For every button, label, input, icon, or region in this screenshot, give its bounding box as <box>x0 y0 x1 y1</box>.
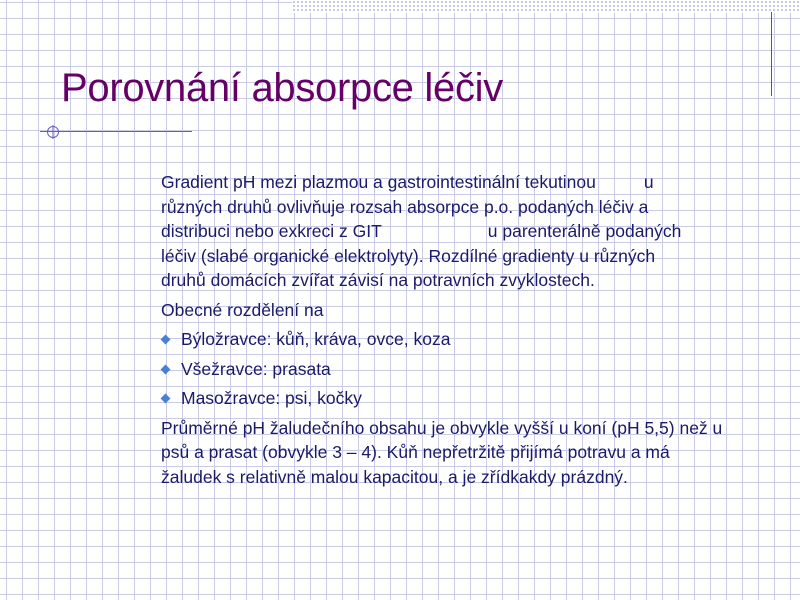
slide-body <box>161 170 761 494</box>
bullet-item-omnivores <box>161 357 761 382</box>
title-underline <box>40 131 192 132</box>
crosshair-ornament-icon <box>46 125 60 139</box>
bullet-item-carnivores <box>161 386 761 411</box>
text-segment: u parenterálně podaných <box>487 221 682 241</box>
diamond-bullet-icon <box>161 335 171 345</box>
paragraph-general-division: Obecné rozdělení na <box>161 299 324 320</box>
text-segment: distribuci nebo exkreci z GIT <box>161 221 382 241</box>
decorative-vertical-line <box>771 12 772 96</box>
text-line: léčiv (slabé organické elektrolyty). Rozdílné gradienty u různých <box>161 245 656 266</box>
diamond-bullet-icon <box>161 394 171 404</box>
diamond-bullet-icon <box>161 364 171 374</box>
paragraph-stomach-ph <box>161 416 761 490</box>
paragraph-ph-gradient <box>161 170 761 293</box>
text-line: Průměrné pH žaludečního obsahu je obvykle vyšší u koní (pH 5,5) než u <box>161 417 723 438</box>
bullet-text: Všežravce: prasata <box>181 358 331 379</box>
bullet-text: Masožravce: psi, kočky <box>181 388 362 408</box>
text-line: žaludek s relativně malou kapacitou, a je zřídkakdy prázdný. <box>161 466 628 487</box>
slide-title: Porovnání absorpce léčiv <box>61 66 503 110</box>
bullet-item-herbivores <box>161 327 761 352</box>
text-line: různých druhů ovlivňuje rozsah absorpce p.o. podaných léčiv a <box>161 196 649 217</box>
text-segment: Gradient pH mezi plazmou a gastrointestinální tekutinou <box>161 172 596 192</box>
text-line: psů a prasat (obvykle 3 – 4). Kůň nepřetržitě přijímá potravu a má <box>161 442 670 462</box>
text-line <box>161 170 761 195</box>
bullet-text: Býložravce: kůň, kráva, ovce, koza <box>181 329 451 349</box>
text-segment: u <box>643 172 654 192</box>
text-line <box>161 219 761 244</box>
text-line: druhů domácích zvířat závisí na potravních zvyklostech. <box>161 270 595 290</box>
header-dot-band <box>292 0 800 13</box>
